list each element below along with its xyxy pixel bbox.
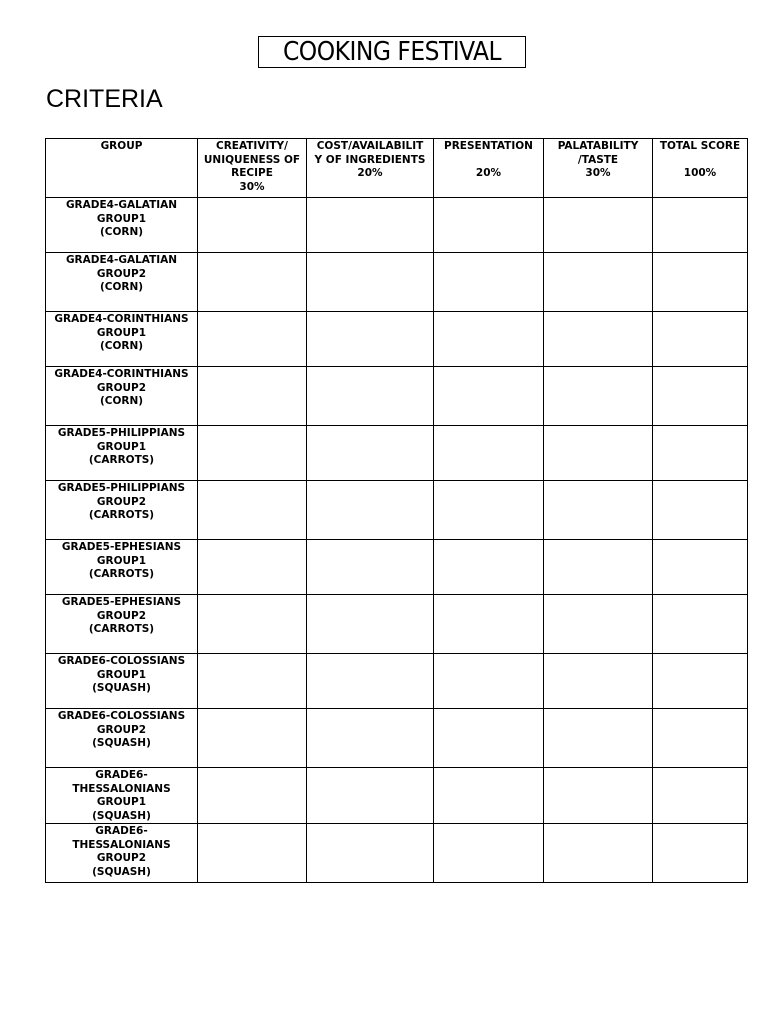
header-group — [46, 139, 198, 198]
header-label: COST/AVAILABILIT — [316, 140, 424, 152]
score-cell-palatability[interactable] — [544, 481, 653, 540]
score-cell-cost-availability[interactable] — [307, 198, 434, 253]
header-weight: 100% — [683, 167, 717, 179]
header-label: PALATABILITY — [557, 140, 639, 152]
header-label: PRESENTATION — [444, 140, 533, 152]
group-label: GRADE4-GALATIAN — [65, 199, 178, 211]
score-cell-presentation[interactable] — [434, 253, 544, 312]
score-cell-presentation[interactable] — [434, 824, 544, 883]
table-row — [46, 481, 748, 540]
group-cell — [46, 367, 198, 426]
score-cell-creativity[interactable] — [198, 768, 307, 824]
score-cell-palatability[interactable] — [544, 709, 653, 768]
score-cell-creativity[interactable] — [198, 426, 307, 481]
group-label: THESSALONIANS — [72, 838, 171, 851]
group-label: GRADE4-CORINTHIANS — [54, 368, 189, 380]
section-heading: CRITERIA — [46, 85, 163, 113]
score-cell-palatability[interactable] — [544, 824, 653, 883]
header-label: UNIQUENESS OF — [203, 153, 301, 166]
score-cell-cost-availability[interactable] — [307, 312, 434, 367]
header-label: RECIPE — [231, 167, 273, 179]
score-cell-total-score[interactable] — [653, 709, 748, 768]
table-row — [46, 595, 748, 654]
score-cell-total-score[interactable] — [653, 768, 748, 824]
score-cell-cost-availability[interactable] — [307, 595, 434, 654]
score-cell-creativity[interactable] — [198, 481, 307, 540]
score-cell-total-score[interactable] — [653, 198, 748, 253]
score-cell-palatability[interactable] — [544, 253, 653, 312]
header-weight: 20% — [475, 167, 502, 179]
group-label: (SQUASH) — [92, 809, 151, 822]
group-cell — [46, 654, 198, 709]
header-spacer — [653, 154, 747, 168]
header-cost-availability — [307, 139, 434, 198]
score-cell-palatability[interactable] — [544, 367, 653, 426]
score-cell-palatability[interactable] — [544, 595, 653, 654]
score-cell-creativity[interactable] — [198, 709, 307, 768]
group-cell — [46, 824, 198, 883]
group-label: (CARROTS) — [88, 454, 155, 466]
group-label: GROUP1 — [96, 668, 147, 681]
score-cell-palatability[interactable] — [544, 540, 653, 595]
table-row — [46, 253, 748, 312]
score-cell-creativity[interactable] — [198, 540, 307, 595]
group-label: (SQUASH) — [92, 865, 151, 878]
header-label: GROUP — [100, 140, 143, 152]
group-label: GROUP2 — [96, 267, 147, 280]
group-cell — [46, 253, 198, 312]
group-label: GROUP2 — [96, 609, 147, 622]
group-label: (SQUASH) — [92, 682, 151, 694]
header-label: TOTAL SCORE — [659, 140, 741, 152]
group-label: GRADE6- — [95, 825, 148, 837]
group-label: GRADE5-EPHESIANS — [61, 541, 182, 553]
score-cell-total-score[interactable] — [653, 824, 748, 883]
group-cell — [46, 540, 198, 595]
score-cell-palatability[interactable] — [544, 654, 653, 709]
score-cell-total-score[interactable] — [653, 312, 748, 367]
score-cell-creativity[interactable] — [198, 198, 307, 253]
group-label: GRADE5-PHILIPPIANS — [57, 482, 186, 494]
score-cell-palatability[interactable] — [544, 198, 653, 253]
score-cell-presentation[interactable] — [434, 595, 544, 654]
page-title: COOKING FESTIVAL — [258, 36, 526, 68]
table-row — [46, 768, 748, 824]
group-label: GRADE6- — [95, 769, 148, 781]
header-creativity — [198, 139, 307, 198]
group-cell — [46, 595, 198, 654]
table-row — [46, 198, 748, 253]
score-cell-creativity[interactable] — [198, 654, 307, 709]
score-cell-cost-availability[interactable] — [307, 253, 434, 312]
group-label: GROUP1 — [96, 554, 147, 567]
score-cell-total-score[interactable] — [653, 426, 748, 481]
score-cell-cost-availability[interactable] — [307, 654, 434, 709]
score-cell-cost-availability[interactable] — [307, 768, 434, 824]
group-label: GROUP1 — [96, 212, 147, 225]
group-cell — [46, 312, 198, 367]
group-label: (CORN) — [99, 340, 144, 352]
group-label: GRADE4-CORINTHIANS — [54, 313, 189, 325]
group-label: (SQUASH) — [92, 737, 151, 749]
group-label: (CORN) — [99, 226, 144, 238]
group-cell — [46, 426, 198, 481]
group-cell — [46, 709, 198, 768]
score-cell-presentation[interactable] — [434, 198, 544, 253]
score-cell-palatability[interactable] — [544, 426, 653, 481]
group-label: THESSALONIANS — [72, 782, 171, 795]
group-label: GRADE4-GALATIAN — [65, 254, 178, 266]
group-cell — [46, 481, 198, 540]
table-row — [46, 367, 748, 426]
group-label: GROUP2 — [96, 495, 147, 508]
group-label: GRADE6-COLOSSIANS — [57, 655, 186, 667]
header-total-score — [653, 139, 748, 198]
score-cell-creativity[interactable] — [198, 312, 307, 367]
header-spacer — [434, 154, 543, 168]
group-label: GROUP2 — [96, 381, 147, 394]
table-row — [46, 426, 748, 481]
group-label: GROUP1 — [96, 326, 147, 339]
group-label: (CORN) — [99, 281, 144, 293]
score-cell-cost-availability[interactable] — [307, 481, 434, 540]
score-cell-total-score[interactable] — [653, 253, 748, 312]
score-cell-presentation[interactable] — [434, 654, 544, 709]
table-row — [46, 540, 748, 595]
group-label: GROUP2 — [96, 852, 147, 864]
score-cell-cost-availability[interactable] — [307, 426, 434, 481]
score-cell-creativity[interactable] — [198, 253, 307, 312]
header-palatability — [544, 139, 653, 198]
header-presentation — [434, 139, 544, 198]
group-label: GRADE6-COLOSSIANS — [57, 710, 186, 722]
group-label: GROUP2 — [96, 723, 147, 736]
score-cell-cost-availability[interactable] — [307, 367, 434, 426]
score-cell-creativity[interactable] — [198, 595, 307, 654]
table-row — [46, 709, 748, 768]
table-row — [46, 312, 748, 367]
table-row — [46, 654, 748, 709]
header-label: /TASTE — [577, 153, 619, 166]
header-weight: 30% — [585, 167, 611, 179]
header-label: CREATIVITY/ — [216, 140, 288, 152]
group-label: GRADE5-PHILIPPIANS — [57, 427, 186, 439]
table-row — [46, 824, 748, 883]
group-label: GROUP1 — [96, 440, 147, 453]
group-label: (CORN) — [99, 395, 144, 407]
score-cell-creativity[interactable] — [198, 824, 307, 883]
score-cell-total-score[interactable] — [653, 595, 748, 654]
score-cell-total-score[interactable] — [653, 367, 748, 426]
score-cell-cost-availability[interactable] — [307, 824, 434, 883]
score-cell-presentation[interactable] — [434, 367, 544, 426]
criteria-table — [45, 138, 748, 883]
score-cell-presentation[interactable] — [434, 312, 544, 367]
score-cell-presentation[interactable] — [434, 481, 544, 540]
group-label: (CARROTS) — [88, 509, 155, 521]
score-cell-cost-availability[interactable] — [307, 709, 434, 768]
score-cell-creativity[interactable] — [198, 367, 307, 426]
table-body — [46, 198, 748, 883]
group-cell — [46, 198, 198, 253]
group-label: GROUP1 — [96, 796, 147, 808]
group-label: (CARROTS) — [88, 623, 155, 635]
score-cell-total-score[interactable] — [653, 540, 748, 595]
header-weight: 20% — [357, 167, 383, 179]
group-cell — [46, 768, 198, 824]
header-weight: 30% — [239, 180, 265, 193]
score-cell-presentation[interactable] — [434, 709, 544, 768]
score-cell-total-score[interactable] — [653, 481, 748, 540]
score-cell-presentation[interactable] — [434, 540, 544, 595]
header-row — [46, 139, 748, 198]
group-label: (CARROTS) — [88, 568, 155, 580]
score-cell-palatability[interactable] — [544, 768, 653, 824]
group-label: GRADE5-EPHESIANS — [61, 596, 182, 608]
header-label: Y OF INGREDIENTS — [314, 153, 426, 166]
score-cell-presentation[interactable] — [434, 426, 544, 481]
score-cell-cost-availability[interactable] — [307, 540, 434, 595]
score-cell-palatability[interactable] — [544, 312, 653, 367]
score-cell-presentation[interactable] — [434, 768, 544, 824]
score-cell-total-score[interactable] — [653, 654, 748, 709]
